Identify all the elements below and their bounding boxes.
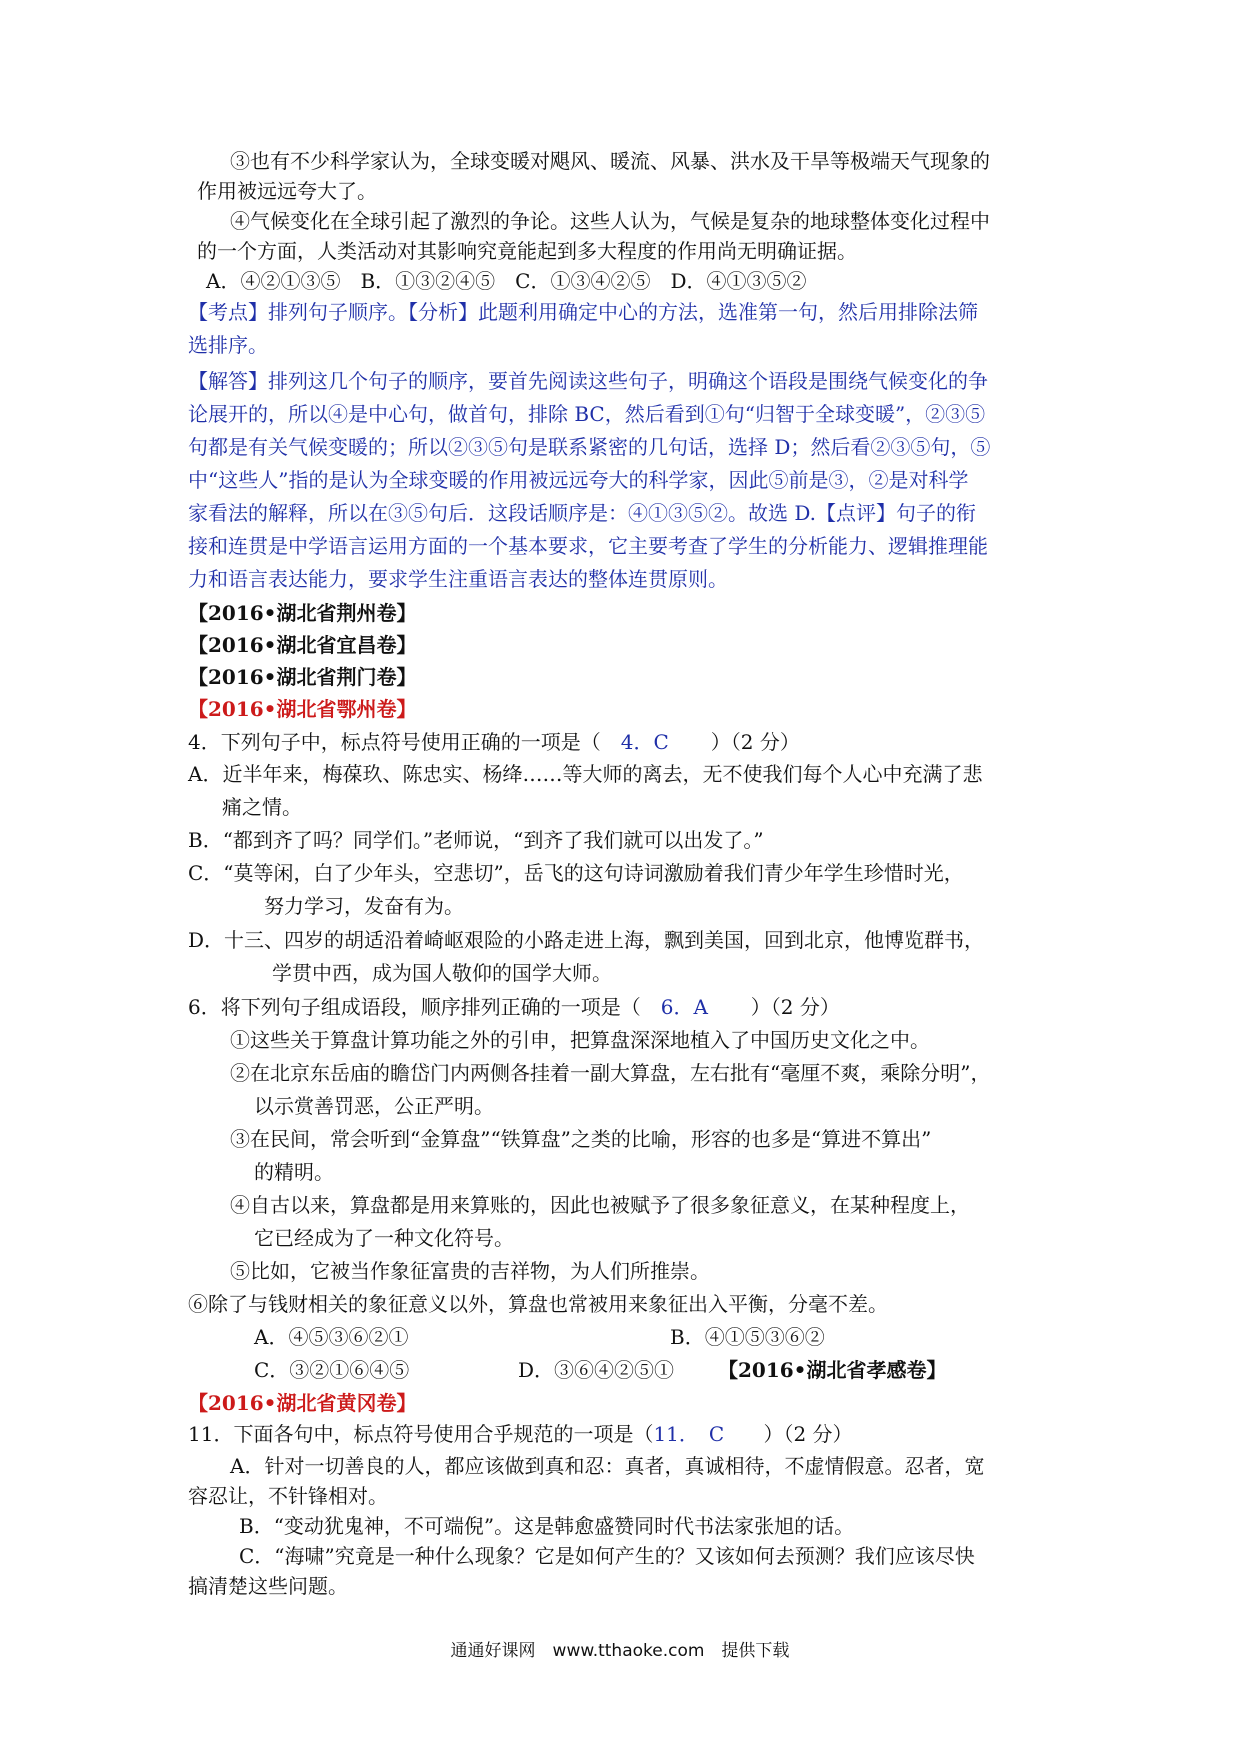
heading-xiaogan: 【2016•湖北省孝感卷】 [718, 1358, 947, 1382]
q11-stem-text: 11．下面各句中，标点符号使用合乎规范的一项是（ [188, 1422, 654, 1446]
q6-stem-text: 6．将下列句子组成语段，顺序排列正确的一项是（ [188, 995, 641, 1019]
q4-option-a-line-2: 痛之情。 [222, 795, 302, 819]
q3-options: A．④②①③⑤ B．①③②④⑤ C．①③④②⑤ D．④①③⑤② [206, 269, 807, 293]
sentence-3-line-2: 作用被远远夸大了。 [197, 179, 377, 203]
q6-sentence-2-line-1: ②在北京东岳庙的瞻岱门内两侧各挂着一副大算盘，左右批有“毫厘不爽，乘除分明”， [230, 1061, 991, 1085]
q11-stem [188, 1419, 853, 1449]
q6-answer: 6．A [660, 995, 708, 1019]
q11-option-c-line-2: 搞清楚这些问题。 [188, 1574, 348, 1598]
kaodian-line-1: 【考点】排列句子顺序。【分析】此题利用确定中心的方法，选准第一句，然后用排除法筛 [188, 300, 978, 324]
page-footer: 通通好课网 www.tthaoke.com 提供下载 [450, 1641, 790, 1661]
heading-yichang: 【2016•湖北省宜昌卷】 [188, 633, 417, 657]
q6-sentence-3-line-2: 的精明。 [254, 1160, 334, 1184]
q6-option-b: B．④①⑤③⑥② [670, 1325, 825, 1349]
q6-stem-score: ）（2 分） [750, 995, 840, 1019]
q11-option-a-line-1: A．针对一切善良的人，都应该做到真和忍：真者，真诚相待，不虚情假意。忍者，宽 [230, 1454, 985, 1478]
q4-option-c-line-2: 努力学习，发奋有为。 [264, 894, 464, 918]
jieda-line-3: 句都是有关气候变暖的；所以②③⑤句是联系紧密的几句话，选择 D；然后看②③⑤句，⑤ [188, 435, 991, 459]
q4-option-b: B．“都到齐了吗？同学们。”老师说，“到齐了我们就可以出发了。” [188, 828, 764, 852]
q11-option-a-line-2: 容忍让，不针锋相对。 [188, 1484, 388, 1508]
q4-stem-text: 4．下列句子中，标点符号使用正确的一项是（ [188, 730, 601, 754]
q6-option-a: A．④⑤③⑥②① [254, 1325, 409, 1349]
jieda-line-2: 论展开的，所以④是中心句，做首句，排除 BC，然后看到①句“归智于全球变暖”，②③⑤ [188, 402, 986, 426]
q11-answer: 11． C [653, 1422, 725, 1446]
jieda-line-5: 家看法的解释，所以在③⑤句后．这段话顺序是：④①③⑤②。故选 D.【点评】句子的衔 [188, 501, 977, 525]
q6-sentence-1: ①这些关于算盘计算功能之外的引申，把算盘深深地植入了中国历史文化之中。 [230, 1028, 930, 1052]
q11-stem-score: ）（2 分） [763, 1422, 853, 1446]
q6-option-c: C．③②①⑥④⑤ [254, 1358, 410, 1382]
sentence-3-line-1: ③也有不少科学家认为，全球变暖对飓风、暖流、风暴、洪水及干旱等极端天气现象的 [230, 149, 990, 173]
q4-stem [188, 727, 800, 757]
heading-huanggang: 【2016•湖北省黄冈卷】 [188, 1391, 417, 1415]
heading-jingmen: 【2016•湖北省荆门卷】 [188, 665, 417, 689]
q6-sentence-2-line-2: 以示赏善罚恶，公正严明。 [254, 1094, 494, 1118]
q4-answer: 4．C [620, 730, 669, 754]
q6-sentence-4-line-2: 它已经成为了一种文化符号。 [254, 1226, 514, 1250]
q11-option-b: B．“变动犹鬼神，不可端倪”。这是韩愈盛赞同时代书法家张旭的话。 [239, 1514, 855, 1538]
q4-option-c-line-1: C．“莫等闲，白了少年头，空悲切”，岳飞的这句诗词激励着我们青少年学生珍惜时光， [188, 861, 964, 885]
q11-option-c-line-1: C．“海啸”究竟是一种什么现象？它是如何产生的？又该如何去预测？我们应该尽快 [239, 1544, 975, 1568]
jieda-line-6: 接和连贯是中学语言运用方面的一个基本要求，它主要考查了学生的分析能力、逻辑推理能 [188, 534, 988, 558]
jieda-line-7: 力和语言表达能力，要求学生注重语言表达的整体连贯原则。 [188, 567, 728, 591]
heading-ezhou: 【2016•湖北省鄂州卷】 [188, 697, 417, 721]
jieda-line-4: 中“这些人”指的是认为全球变暖的作用被远远夸大的科学家，因此⑤前是③，②是对科学 [188, 468, 969, 492]
q6-stem [188, 992, 840, 1022]
q6-sentence-3-line-1: ③在民间，常会听到“金算盘”“铁算盘”之类的比喻，形容的也多是“算进不算出” [230, 1127, 932, 1151]
q4-option-d-line-1: D．十三、四岁的胡适沿着崎岖艰险的小路走进上海，飘到美国，回到北京，他博览群书， [188, 928, 985, 952]
heading-jingzhou: 【2016•湖北省荆州卷】 [188, 601, 417, 625]
q4-stem-score: ）（2 分） [710, 730, 800, 754]
q6-sentence-6: ⑥除了与钱财相关的象征意义以外，算盘也常被用来象征出入平衡，分毫不差。 [188, 1292, 888, 1316]
jieda-line-1: 【解答】排列这几个句子的顺序，要首先阅读这些句子，明确这个语段是围绕气候变化的争 [188, 369, 988, 393]
q4-option-a-line-1: A．近半年来，梅葆玖、陈忠实、杨绛……等大师的离去，无不使我们每个人心中充满了悲 [188, 762, 983, 786]
sentence-4-line-2: 的一个方面，人类活动对其影响究竟能起到多大程度的作用尚无明确证据。 [197, 239, 857, 263]
q6-option-d: D．③⑥④②⑤① [518, 1358, 675, 1382]
kaodian-line-2: 选排序。 [188, 333, 268, 357]
sentence-4-line-1: ④气候变化在全球引起了激烈的争论。这些人认为，气候是复杂的地球整体变化过程中 [230, 209, 990, 233]
q6-sentence-4-line-1: ④自古以来，算盘都是用来算账的，因此也被赋予了很多象征意义，在某种程度上， [230, 1193, 970, 1217]
q6-sentence-5: ⑤比如，它被当作象征富贵的吉祥物，为人们所推崇。 [230, 1259, 710, 1283]
q4-option-d-line-2: 学贯中西，成为国人敬仰的国学大师。 [272, 961, 612, 985]
